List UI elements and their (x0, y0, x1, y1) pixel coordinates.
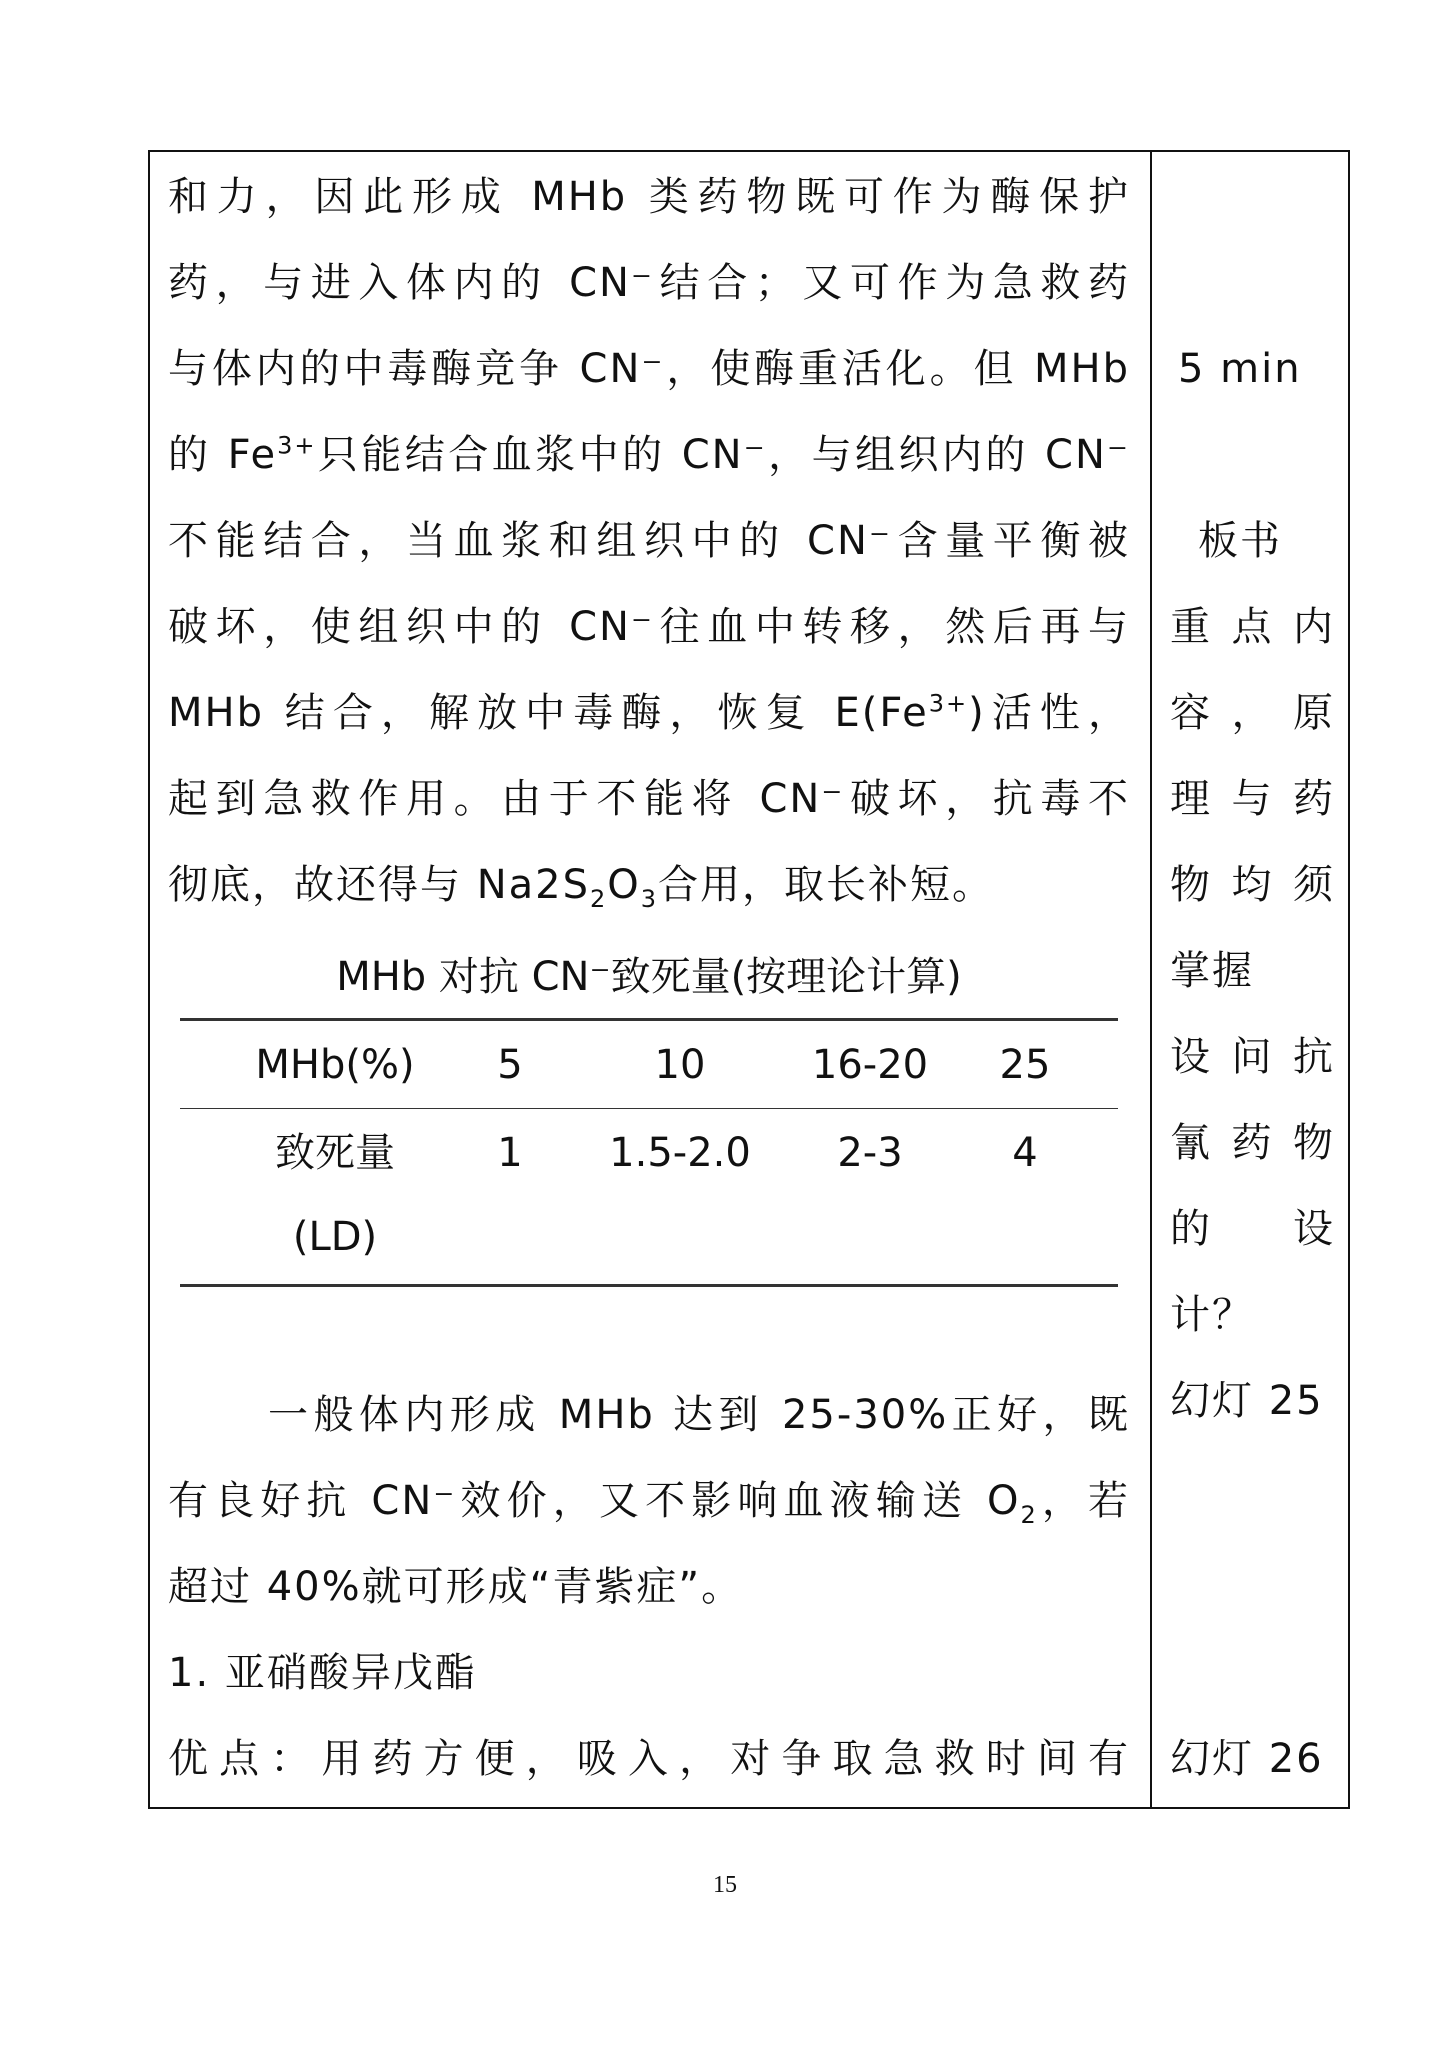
side-note-board: 板书 (1198, 518, 1282, 564)
text-line: 和力，因此形成 MHb 类药物既可作为酶保护 (168, 174, 1130, 220)
table-row-label: 致死量 (275, 1130, 395, 1176)
table-title: MHb 对抗 CN⁻致死量(按理论计算) (336, 954, 962, 1000)
text-line: 有良好抗 CN⁻效价，又不影响血液输送 $O_2$，若 (168, 1478, 1131, 1529)
side-note-time: 5 min (1178, 346, 1302, 392)
side-note: 理与药 (1170, 776, 1335, 822)
page-number: 15 (713, 1872, 737, 1898)
text-line: 优点：用药方便，吸入，对争取急救时间有 (168, 1736, 1130, 1782)
column-divider (1150, 150, 1152, 1809)
table-header-cell: 10 (654, 1042, 706, 1088)
side-note: 计？ (1170, 1292, 1254, 1338)
side-note: 重点内 (1170, 604, 1335, 650)
side-note: 的 设 (1170, 1206, 1335, 1252)
side-note: 物均须 (1170, 862, 1335, 908)
text-line: 破坏，使组织中的 CN⁻往血中转移，然后再与 (168, 604, 1130, 650)
text-line: 不能结合，当血浆和组织中的 CN⁻含量平衡被 (168, 518, 1130, 564)
table-header-cell: 16-20 (811, 1042, 929, 1088)
table-cell: 4 (1012, 1130, 1038, 1176)
table-header-cell: 5 (497, 1042, 523, 1088)
text-line: 起到急救作用。由于不能将 CN⁻破坏，抗毒不 (168, 776, 1130, 822)
table-cell: 2-3 (837, 1130, 903, 1176)
text-line: 超过 40%就可形成“青紫症”。 (168, 1564, 744, 1610)
text-line: 的 $Fe^{3+}$只能结合血浆中的 CN⁻，与组织内的 CN⁻ (168, 431, 1130, 478)
text-line: 与体内的中毒酶竞争 CN⁻，使酶重活化。但 MHb (168, 346, 1130, 392)
table-middle-rule (180, 1108, 1118, 1109)
side-note: 容，原 (1170, 690, 1335, 736)
text-line: 药，与进入体内的 CN⁻结合；又可作为急救药 (168, 260, 1130, 306)
text-line: 彻底，故还得与 $Na2S_2O_3$合用，取长补短。 (168, 862, 995, 913)
side-note-slide: 幻灯 26 (1170, 1736, 1324, 1782)
side-note: 氰药物 (1170, 1120, 1335, 1166)
table-cell: 1.5-2.0 (609, 1130, 751, 1176)
side-note-slide: 幻灯 25 (1170, 1378, 1324, 1424)
table-top-rule (180, 1018, 1118, 1021)
side-note: 设问抗 (1170, 1034, 1335, 1080)
table-header-cell: 25 (999, 1042, 1051, 1088)
text-line: 一般体内形成 MHb 达到 25-30%正好，既 (268, 1392, 1130, 1438)
table-row-label-unit: (LD) (292, 1214, 378, 1260)
section-heading: 1. 亚硝酸异戊酯 (168, 1650, 477, 1696)
side-note: 掌握 (1170, 948, 1254, 994)
table-cell: 1 (497, 1130, 523, 1176)
table-header-cell: MHb(%) (255, 1042, 415, 1088)
text-line: MHb 结合，解放中毒酶，恢复 $E(Fe^{3+})$活性， (168, 689, 1131, 736)
table-bottom-rule (180, 1284, 1118, 1287)
